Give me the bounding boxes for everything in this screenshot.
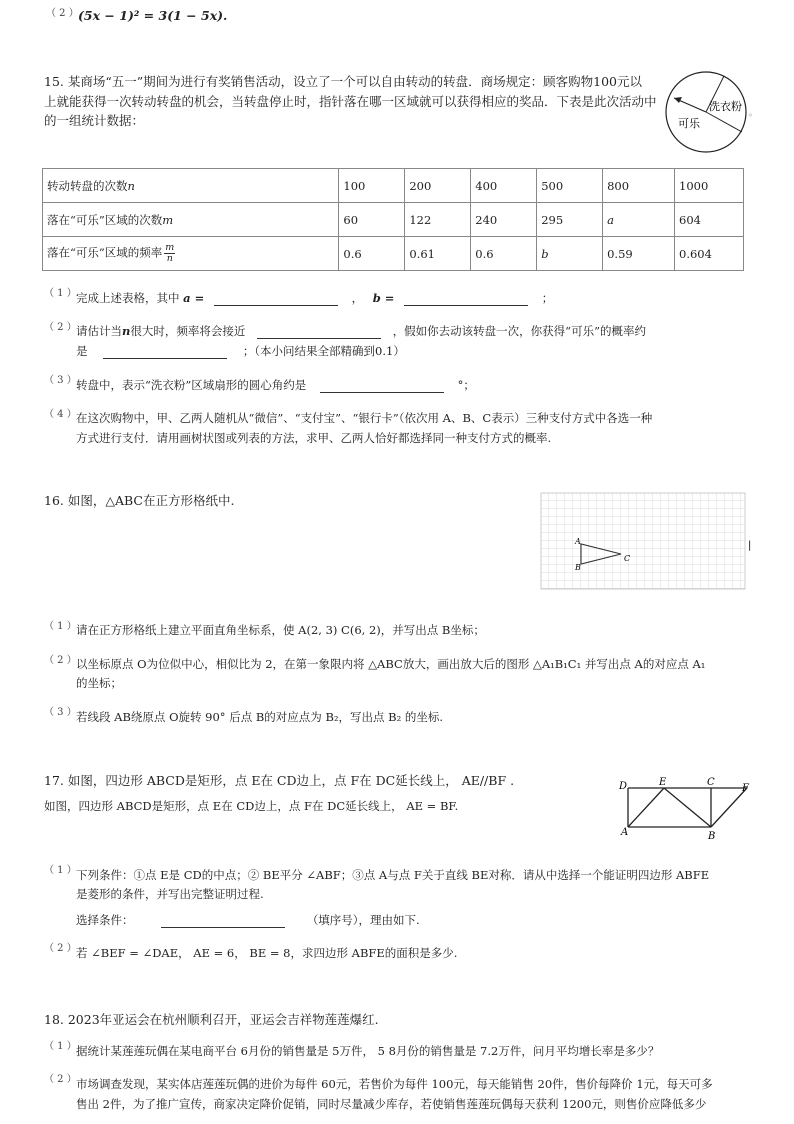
q15-sub3-line: 转盘中，表示“洗衣粉”区域扇形的圆心角约是 °； [76, 378, 475, 392]
q15-title-line1: 15. 某商场“五一”期间为进行有奖销售活动，设立了一个可以自由转动的转盘．商场规定：顾客购物100元以 [44, 74, 642, 89]
table-cell: 0.604 [675, 237, 744, 271]
table-cell: a [603, 203, 675, 237]
label-c: C [707, 777, 715, 788]
table-cell: 0.61 [405, 237, 471, 271]
table-cell: 0.6 [339, 237, 405, 271]
q16-sub2-number: （ 2 ） [44, 655, 77, 666]
table-row [43, 203, 744, 237]
q14-sub2-number: （ 2 ） [46, 8, 79, 19]
q16-sub3-text: 若线段 AB绕原点 O旋转 90° 后点 B的对应点为 B₂，写出点 B₂ 的坐标. [76, 710, 444, 724]
q16-sub3-number: （ 3 ） [44, 707, 77, 718]
q17-title: 17. 如图，四边形 ABCD是矩形，点 E在 CD边上，点 F在 DC延长线上， AE//BF . [44, 773, 515, 788]
label-d: D [619, 781, 628, 792]
row-var: n [127, 178, 135, 193]
table-cell: 604 [675, 203, 744, 237]
spinner-label-cola: 可乐 [678, 117, 700, 130]
q16-sub2-line2: 的坐标； [76, 676, 122, 690]
q18-title: 18. 2023年亚运会在杭州顺利召开，亚运会吉祥物莲莲爆红. [44, 1012, 379, 1027]
blank-angle-field[interactable] [320, 380, 444, 393]
q17-rectangle-figure [615, 775, 755, 845]
q15-sub4-line2: 方式进行支付．请用画树状图或列表的方法，求甲、乙两人恰好都选择同一种支付方式的概率. [76, 431, 552, 445]
q14-sub2-equation: (5x − 1)² = 3(1 − 5x). [78, 8, 228, 23]
label-b: B [575, 563, 581, 572]
blank-a-field[interactable] [214, 293, 338, 306]
q17-sub1-number: （ 1 ） [44, 865, 77, 876]
table-cell: 0.6 [471, 237, 537, 271]
blank-condition-field[interactable] [161, 915, 285, 928]
table-cell: 100 [339, 169, 405, 203]
table-cell: 400 [471, 169, 537, 203]
q15-title-line2: 上就能获得一次转动转盘的机会，当转盘停止时，指针落在哪一区域就可以获得相应的奖品．下表是此次活动中 [44, 94, 657, 109]
svg-text:|: | [748, 540, 752, 551]
q18-sub1-number: （ 1 ） [44, 1041, 77, 1052]
q15-sub2-line2: 是 ；（本小问结果全部精确到0.1） [76, 344, 405, 358]
label-a: A [621, 827, 629, 838]
q17-sub2-text: 若 ∠BEF = ∠DAE， AE = 6， BE = 8，求四边形 ABFE的面积是多少. [76, 946, 458, 960]
row-header: 落在“可乐”区域的频率 [47, 245, 163, 260]
q16-sub1-number: （ 1 ） [44, 621, 77, 632]
q15-sub4-number: （ 4 ） [44, 409, 77, 420]
square-grid [541, 493, 745, 589]
q15-sub4-line1: 在这次购物中，甲、乙两人随机从“微信”、“支付宝”、“银行卡”（依次用 A、B、C表示）三种支付方式中各选一种 [76, 411, 653, 425]
q17-sub1-line1: 下列条件：①点 E是 CD的中点；② BE平分 ∠ABF；③点 A与点 F关于直线 BE对称．请从中选择一个能证明四边形 ABFE [76, 868, 710, 882]
table-cell: 295 [537, 203, 603, 237]
table-cell: 500 [537, 169, 603, 203]
q17-sub2-number: （ 2 ） [44, 943, 77, 954]
q18-sub2-number: （ 2 ） [44, 1074, 77, 1085]
segment-ae [628, 788, 664, 827]
table-cell: 1000 [675, 169, 744, 203]
row-var: m [162, 212, 174, 227]
q16-title: 16. 如图，△ABC在正方形格纸中. [44, 493, 235, 508]
table-cell: 800 [603, 169, 675, 203]
q15-title-line3: 的一组统计数据： [44, 113, 145, 128]
q15-sub2-line1: 请估计当n很大时，频率将会接近 ，假如你去动该转盘一次，你获得“可乐”的概率约 [76, 324, 646, 338]
label-f: F [742, 783, 749, 794]
table-cell: 200 [405, 169, 471, 203]
label-c: C [624, 554, 631, 563]
row-header: 落在“可乐”区域的次数 [47, 212, 163, 227]
svg-text:◦: ◦ [748, 111, 753, 120]
table-row [43, 237, 744, 271]
q15-sub2-number: （ 2 ） [44, 322, 77, 333]
q15-spinner-figure [660, 68, 760, 158]
q18-sub1-text: 据统计某莲莲玩偶在某电商平台 6月份的销售量是 5万件， 5 8月份的销售量是 7.2万件，问月平均增长率是多少？ [76, 1044, 660, 1058]
q17-line2: 如图，四边形 ABCD是矩形，点 E在 CD边上，点 F在 DC延长线上， AE = BF. [44, 799, 459, 813]
q17-sub1-line2: 是菱形的条件，并写出完整证明过程. [76, 887, 264, 901]
table-cell: b [537, 237, 603, 271]
table-row [43, 169, 744, 203]
frequency-fraction: $\frac{m}{n}$ [165, 242, 175, 264]
q15-stats-table [42, 168, 744, 271]
spinner-divider-2 [706, 112, 742, 132]
spinner-label-detergent: 洗衣粉 [709, 100, 742, 113]
label-b: B [708, 831, 716, 842]
blank-frequency-field[interactable] [257, 326, 381, 339]
spinner-pointer-head [674, 97, 682, 103]
table-cell: 0.59 [603, 237, 675, 271]
q16-grid-figure [540, 492, 755, 592]
q17-sub1-choose: 选择条件： （填序号），理由如下. [76, 913, 420, 927]
blank-probability-field[interactable] [103, 346, 227, 359]
table-cell: 122 [405, 203, 471, 237]
q15-sub1-line: 完成上述表格，其中 a = ， b = ； [76, 291, 554, 305]
q18-sub2-line2: 售出 2件，为了推广宣传，商家决定降价促销，同时尽量减少库存，若使销售莲莲玩偶每天获利 1200元，则售价应降低多少 [76, 1097, 707, 1111]
segment-eb [664, 788, 711, 827]
label-e: E [659, 777, 667, 788]
table-cell: 60 [339, 203, 405, 237]
blank-b-field[interactable] [404, 293, 528, 306]
row-header: 转动转盘的次数 [47, 178, 128, 193]
q16-sub2-line1: 以坐标原点 O为位似中心，相似比为 2，在第一象限内将 △ABC放大，画出放大后的图形 △A₁B₁C₁ 并写出点 A的对应点 A₁ [76, 657, 706, 671]
q16-sub1-text: 请在正方形格纸上建立平面直角坐标系，使 A(2, 3) C(6, 2)，并写出点 B坐标； [76, 623, 485, 637]
label-a: A [575, 537, 581, 546]
q18-sub2-line1: 市场调查发现，某实体店莲莲玩偶的进价为每件 60元，若售价为每件 100元，每天能销售 20件，售价每降价 1元，每天可多 [76, 1077, 713, 1091]
q15-sub3-number: （ 3 ） [44, 375, 77, 386]
q15-sub1-number: （ 1 ） [44, 288, 77, 299]
table-cell: 240 [471, 203, 537, 237]
